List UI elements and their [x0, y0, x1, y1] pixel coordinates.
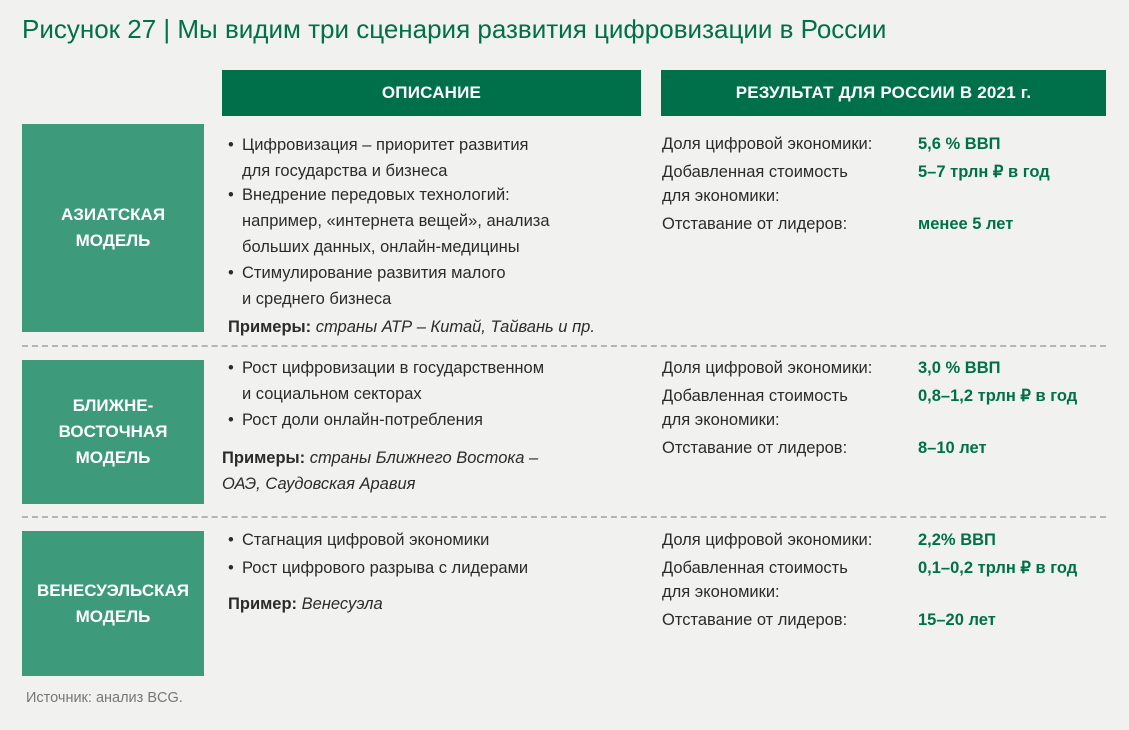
result-label: Добавленная стоимость для экономики: — [662, 559, 848, 601]
result-value: 0,8–1,2 трлн ₽ в год — [918, 387, 1078, 405]
examples-text: страны АТР – Китай, Тайвань и пр. — [315, 318, 595, 336]
result-label: Отставание от лидеров: — [662, 439, 848, 457]
bullet: • Внедрение передовых технологий: например, «интернета вещей», анализа больших данных, онлайн-медицины — [228, 182, 648, 260]
bullet: • Стагнация цифровой экономики — [228, 527, 648, 553]
model-asian: АЗИАТСКАЯ МОДЕЛЬ — [22, 124, 204, 332]
result-label: Доля цифровой экономики: — [662, 135, 873, 153]
result-value: менее 5 лет — [918, 215, 1014, 233]
examples — [228, 591, 648, 617]
results-asian — [662, 132, 1112, 236]
source-note: Источник: анализ BCG. — [26, 690, 183, 706]
results-middle-eastern — [662, 356, 1112, 460]
result-value: 2,2% ВВП — [918, 531, 996, 549]
result-label: Добавленная стоимость для экономики: — [662, 387, 848, 429]
result-value: 15–20 лет — [918, 611, 996, 629]
result-value: 0,1–0,2 трлн ₽ в год — [918, 559, 1078, 577]
bullet: • Рост цифрового разрыва с лидерами — [228, 555, 648, 581]
bullet: • Цифровизация – приоритет развития для государства и бизнеса — [228, 132, 648, 184]
examples-label: Примеры: — [228, 318, 312, 336]
model-middle-eastern: БЛИЖНЕ- ВОСТОЧНАЯ МОДЕЛЬ — [22, 360, 204, 504]
result-label: Доля цифровой экономики: — [662, 531, 873, 549]
result-value: 5–7 трлн ₽ в год — [918, 163, 1050, 181]
examples-label: Пример: — [228, 595, 298, 613]
row-separator — [22, 516, 1106, 518]
examples-text: страны Ближнего Востока – ОАЭ, Саудовская Аравия — [222, 449, 539, 493]
result-label: Отставание от лидеров: — [662, 215, 848, 233]
bullet: • Стимулирование развития малого и среднего бизнеса — [228, 260, 648, 312]
result-value: 3,0 % ВВП — [918, 359, 1001, 377]
header-result: РЕЗУЛЬТАТ ДЛЯ РОССИИ В 2021 г. — [661, 70, 1106, 116]
examples-text: Венесуэла — [301, 595, 383, 613]
row-separator — [22, 345, 1106, 347]
figure-title: Рисунок 27 | Мы видим три сценария развития цифровизации в России — [22, 14, 887, 44]
examples — [222, 445, 648, 497]
result-label: Отставание от лидеров: — [662, 611, 848, 629]
results-venezuelan — [662, 528, 1112, 632]
model-venezuelan: ВЕНЕСУЭЛЬСКАЯ МОДЕЛЬ — [22, 531, 204, 676]
result-label: Добавленная стоимость для экономики: — [662, 163, 848, 205]
result-value: 5,6 % ВВП — [918, 135, 1001, 153]
description-middle-eastern — [222, 355, 648, 497]
result-value: 8–10 лет — [918, 439, 987, 457]
bullet: • Рост цифровизации в государственном и социальном секторах — [228, 355, 648, 407]
header-description: ОПИСАНИЕ — [222, 70, 641, 116]
result-label: Доля цифровой экономики: — [662, 359, 873, 377]
bullet: • Рост доли онлайн-потребления — [228, 407, 648, 433]
examples-label: Примеры: — [222, 449, 306, 467]
description-venezuelan — [228, 527, 648, 617]
examples — [228, 314, 648, 340]
description-asian — [228, 132, 648, 340]
